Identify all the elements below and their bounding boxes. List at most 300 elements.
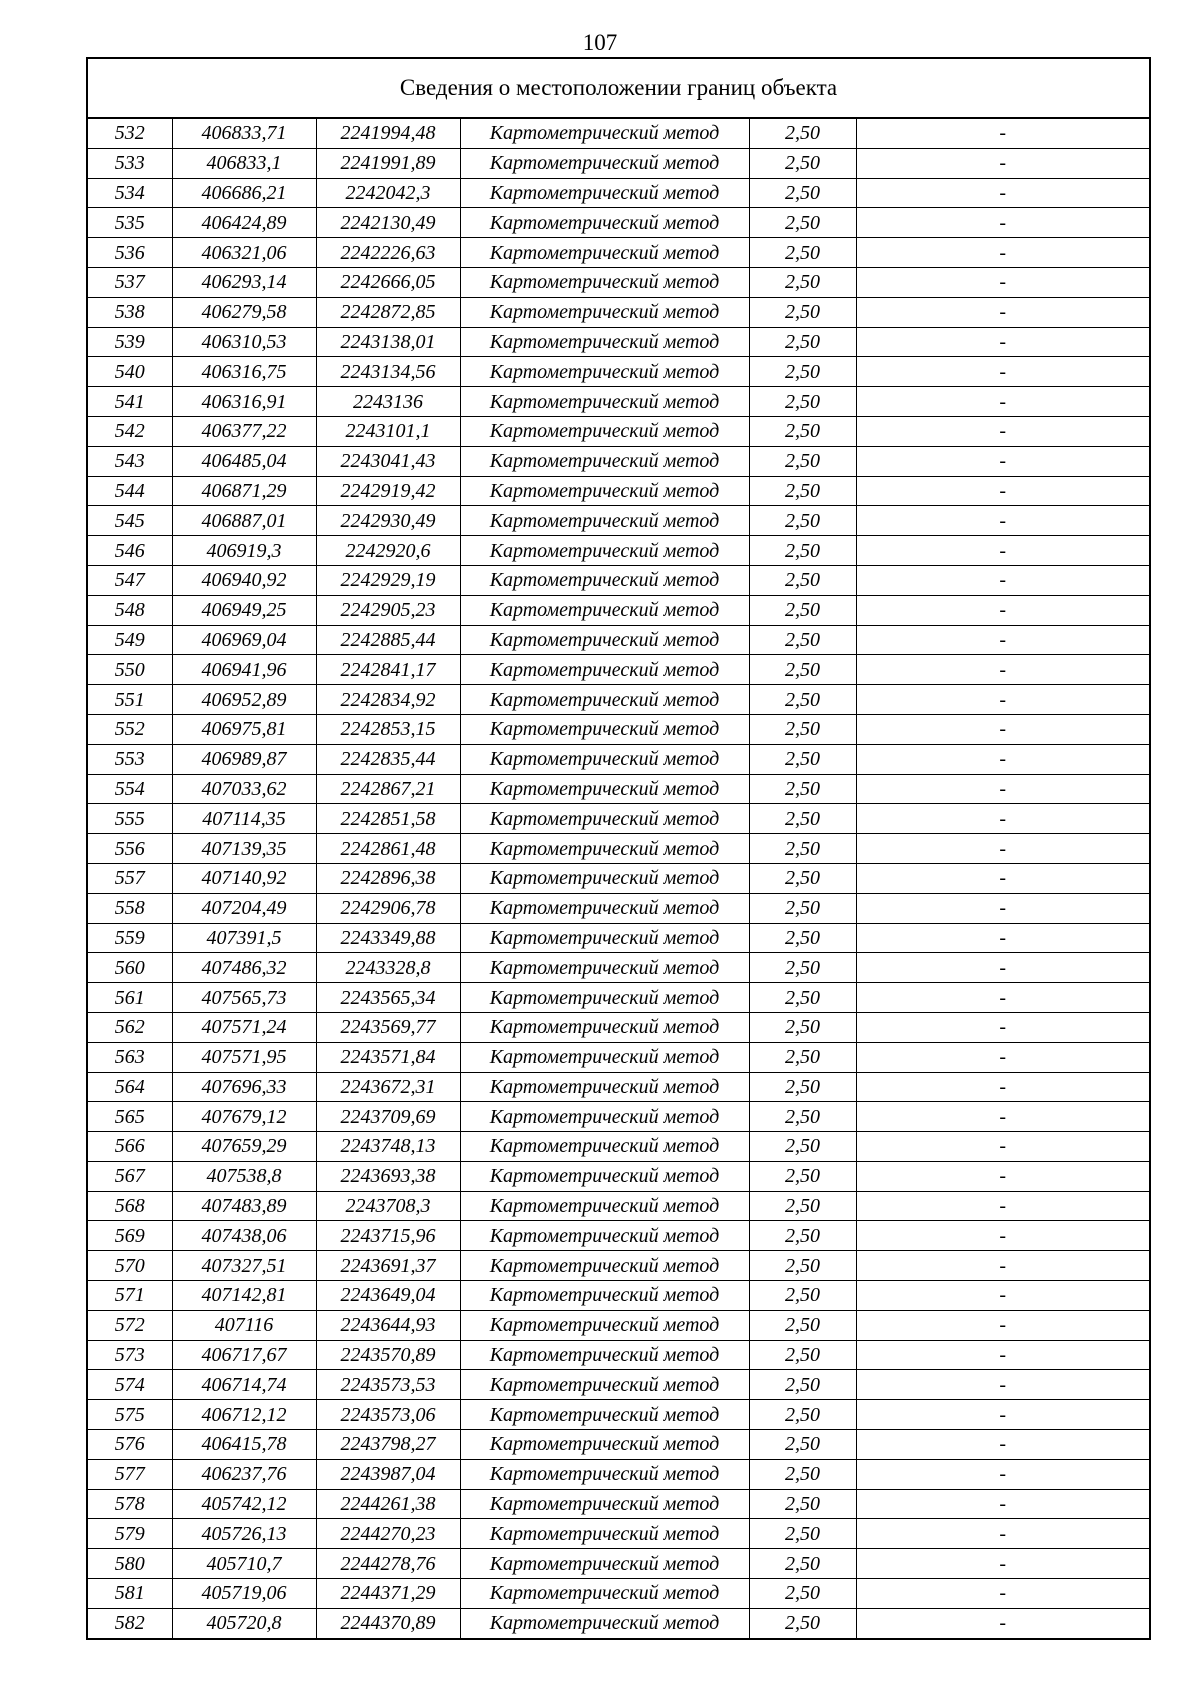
x-coordinate-cell: 407571,24 [172, 1012, 316, 1042]
error-cell: 2,50 [749, 625, 856, 655]
y-coordinate-cell: 2243565,34 [316, 983, 460, 1013]
method-cell: Картометрический метод [460, 1370, 749, 1400]
method-cell: Картометрический метод [460, 595, 749, 625]
method-cell: Картометрический метод [460, 1579, 749, 1609]
method-cell: Картометрический метод [460, 565, 749, 595]
x-coordinate-cell: 406833,71 [172, 118, 316, 148]
x-coordinate-cell: 406310,53 [172, 327, 316, 357]
y-coordinate-cell: 2243328,8 [316, 953, 460, 983]
point-number-cell: 532 [87, 118, 172, 148]
point-number-cell: 548 [87, 595, 172, 625]
method-cell: Картометрический метод [460, 357, 749, 387]
error-cell: 2,50 [749, 536, 856, 566]
y-coordinate-cell: 2242919,42 [316, 476, 460, 506]
description-cell: - [856, 1340, 1150, 1370]
point-number-cell: 559 [87, 923, 172, 953]
y-coordinate-cell: 2243041,43 [316, 446, 460, 476]
error-cell: 2,50 [749, 416, 856, 446]
method-cell: Картометрический метод [460, 774, 749, 804]
method-cell: Картометрический метод [460, 118, 749, 148]
error-cell: 2,50 [749, 1042, 856, 1072]
point-number-cell: 538 [87, 297, 172, 327]
table-row [87, 625, 1150, 655]
description-cell: - [856, 1430, 1150, 1460]
table-row [87, 1430, 1150, 1460]
point-number-cell: 547 [87, 565, 172, 595]
y-coordinate-cell: 2242841,17 [316, 655, 460, 685]
description-cell: - [856, 1102, 1150, 1132]
description-cell: - [856, 357, 1150, 387]
description-cell: - [856, 327, 1150, 357]
description-cell: - [856, 1221, 1150, 1251]
x-coordinate-cell: 406316,75 [172, 357, 316, 387]
table-row [87, 1281, 1150, 1311]
x-coordinate-cell: 406833,1 [172, 148, 316, 178]
x-coordinate-cell: 406989,87 [172, 744, 316, 774]
y-coordinate-cell: 2243134,56 [316, 357, 460, 387]
method-cell: Картометрический метод [460, 1281, 749, 1311]
table-row [87, 297, 1150, 327]
description-cell: - [856, 1161, 1150, 1191]
y-coordinate-cell: 2242851,58 [316, 804, 460, 834]
table-row [87, 506, 1150, 536]
table-title: Сведения о местоположении границ объекта [87, 58, 1150, 118]
x-coordinate-cell: 406686,21 [172, 178, 316, 208]
point-number-cell: 551 [87, 685, 172, 715]
x-coordinate-cell: 405710,7 [172, 1549, 316, 1579]
y-coordinate-cell: 2243573,53 [316, 1370, 460, 1400]
point-number-cell: 567 [87, 1161, 172, 1191]
description-cell: - [856, 983, 1150, 1013]
y-coordinate-cell: 2243987,04 [316, 1459, 460, 1489]
y-coordinate-cell: 2243748,13 [316, 1132, 460, 1162]
description-cell: - [856, 1251, 1150, 1281]
x-coordinate-cell: 406485,04 [172, 446, 316, 476]
method-cell: Картометрический метод [460, 327, 749, 357]
method-cell: Картометрический метод [460, 238, 749, 268]
description-cell: - [856, 148, 1150, 178]
point-number-cell: 581 [87, 1579, 172, 1609]
point-number-cell: 578 [87, 1489, 172, 1519]
x-coordinate-cell: 406415,78 [172, 1430, 316, 1460]
description-cell: - [856, 744, 1150, 774]
method-cell: Картометрический метод [460, 863, 749, 893]
method-cell: Картометрический метод [460, 1459, 749, 1489]
description-cell: - [856, 267, 1150, 297]
point-number-cell: 575 [87, 1400, 172, 1430]
table-row [87, 983, 1150, 1013]
table-row [87, 1549, 1150, 1579]
description-cell: - [856, 863, 1150, 893]
error-cell: 2,50 [749, 327, 856, 357]
error-cell: 2,50 [749, 953, 856, 983]
x-coordinate-cell: 406919,3 [172, 536, 316, 566]
table-title-row [87, 58, 1150, 118]
method-cell: Картометрический метод [460, 446, 749, 476]
description-cell: - [856, 1459, 1150, 1489]
error-cell: 2,50 [749, 387, 856, 417]
x-coordinate-cell: 406293,14 [172, 267, 316, 297]
y-coordinate-cell: 2242130,49 [316, 208, 460, 238]
method-cell: Картометрический метод [460, 1251, 749, 1281]
table-row [87, 1400, 1150, 1430]
description-cell: - [856, 536, 1150, 566]
point-number-cell: 534 [87, 178, 172, 208]
table-row [87, 893, 1150, 923]
table-row [87, 387, 1150, 417]
description-cell: - [856, 1400, 1150, 1430]
y-coordinate-cell: 2242905,23 [316, 595, 460, 625]
table-row [87, 416, 1150, 446]
point-number-cell: 552 [87, 714, 172, 744]
point-number-cell: 571 [87, 1281, 172, 1311]
error-cell: 2,50 [749, 297, 856, 327]
x-coordinate-cell: 406887,01 [172, 506, 316, 536]
method-cell: Картометрический метод [460, 1012, 749, 1042]
y-coordinate-cell: 2242666,05 [316, 267, 460, 297]
point-number-cell: 568 [87, 1191, 172, 1221]
point-number-cell: 536 [87, 238, 172, 268]
error-cell: 2,50 [749, 238, 856, 268]
description-cell: - [856, 1281, 1150, 1311]
y-coordinate-cell: 2242834,92 [316, 685, 460, 715]
table-row [87, 178, 1150, 208]
point-number-cell: 576 [87, 1430, 172, 1460]
description-cell: - [856, 208, 1150, 238]
description-cell: - [856, 1370, 1150, 1400]
table-row [87, 565, 1150, 595]
error-cell: 2,50 [749, 1519, 856, 1549]
x-coordinate-cell: 407486,32 [172, 953, 316, 983]
point-number-cell: 574 [87, 1370, 172, 1400]
table-row [87, 1489, 1150, 1519]
error-cell: 2,50 [749, 357, 856, 387]
description-cell: - [856, 1519, 1150, 1549]
error-cell: 2,50 [749, 1191, 856, 1221]
table-row [87, 1579, 1150, 1609]
y-coordinate-cell: 2244270,23 [316, 1519, 460, 1549]
y-coordinate-cell: 2243708,3 [316, 1191, 460, 1221]
y-coordinate-cell: 2242872,85 [316, 297, 460, 327]
table-row [87, 685, 1150, 715]
x-coordinate-cell: 406975,81 [172, 714, 316, 744]
point-number-cell: 539 [87, 327, 172, 357]
table-row [87, 834, 1150, 864]
x-coordinate-cell: 407142,81 [172, 1281, 316, 1311]
method-cell: Картометрический метод [460, 506, 749, 536]
point-number-cell: 563 [87, 1042, 172, 1072]
x-coordinate-cell: 406871,29 [172, 476, 316, 506]
point-number-cell: 569 [87, 1221, 172, 1251]
method-cell: Картометрический метод [460, 1072, 749, 1102]
error-cell: 2,50 [749, 1400, 856, 1430]
table-row [87, 357, 1150, 387]
x-coordinate-cell: 405742,12 [172, 1489, 316, 1519]
y-coordinate-cell: 2243672,31 [316, 1072, 460, 1102]
point-number-cell: 558 [87, 893, 172, 923]
method-cell: Картометрический метод [460, 834, 749, 864]
y-coordinate-cell: 2242896,38 [316, 863, 460, 893]
error-cell: 2,50 [749, 983, 856, 1013]
point-number-cell: 579 [87, 1519, 172, 1549]
y-coordinate-cell: 2243138,01 [316, 327, 460, 357]
error-cell: 2,50 [749, 595, 856, 625]
y-coordinate-cell: 2243693,38 [316, 1161, 460, 1191]
y-coordinate-cell: 2244261,38 [316, 1489, 460, 1519]
error-cell: 2,50 [749, 1251, 856, 1281]
table-row [87, 953, 1150, 983]
point-number-cell: 580 [87, 1549, 172, 1579]
x-coordinate-cell: 406941,96 [172, 655, 316, 685]
y-coordinate-cell: 2242835,44 [316, 744, 460, 774]
x-coordinate-cell: 407327,51 [172, 1251, 316, 1281]
error-cell: 2,50 [749, 118, 856, 148]
error-cell: 2,50 [749, 863, 856, 893]
point-number-cell: 555 [87, 804, 172, 834]
y-coordinate-cell: 2243570,89 [316, 1340, 460, 1370]
y-coordinate-cell: 2242867,21 [316, 774, 460, 804]
description-cell: - [856, 1042, 1150, 1072]
table-row [87, 595, 1150, 625]
y-coordinate-cell: 2243709,69 [316, 1102, 460, 1132]
table-row [87, 1132, 1150, 1162]
method-cell: Картометрический метод [460, 1519, 749, 1549]
x-coordinate-cell: 406717,67 [172, 1340, 316, 1370]
point-number-cell: 537 [87, 267, 172, 297]
method-cell: Картометрический метод [460, 1400, 749, 1430]
x-coordinate-cell: 407565,73 [172, 983, 316, 1013]
description-cell: - [856, 595, 1150, 625]
boundary-table [86, 57, 1151, 1640]
point-number-cell: 570 [87, 1251, 172, 1281]
description-cell: - [856, 714, 1150, 744]
point-number-cell: 546 [87, 536, 172, 566]
error-cell: 2,50 [749, 714, 856, 744]
point-number-cell: 550 [87, 655, 172, 685]
error-cell: 2,50 [749, 893, 856, 923]
error-cell: 2,50 [749, 446, 856, 476]
error-cell: 2,50 [749, 1608, 856, 1638]
y-coordinate-cell: 2242929,19 [316, 565, 460, 595]
table-row [87, 1102, 1150, 1132]
point-number-cell: 540 [87, 357, 172, 387]
y-coordinate-cell: 2243571,84 [316, 1042, 460, 1072]
method-cell: Картометрический метод [460, 178, 749, 208]
table-row [87, 923, 1150, 953]
point-number-cell: 554 [87, 774, 172, 804]
error-cell: 2,50 [749, 178, 856, 208]
point-number-cell: 557 [87, 863, 172, 893]
method-cell: Картометрический метод [460, 923, 749, 953]
x-coordinate-cell: 407114,35 [172, 804, 316, 834]
point-number-cell: 533 [87, 148, 172, 178]
table-row [87, 1072, 1150, 1102]
point-number-cell: 542 [87, 416, 172, 446]
x-coordinate-cell: 406969,04 [172, 625, 316, 655]
method-cell: Картометрический метод [460, 714, 749, 744]
description-cell: - [856, 1579, 1150, 1609]
method-cell: Картометрический метод [460, 1430, 749, 1460]
error-cell: 2,50 [749, 506, 856, 536]
x-coordinate-cell: 407571,95 [172, 1042, 316, 1072]
table-row [87, 774, 1150, 804]
error-cell: 2,50 [749, 744, 856, 774]
x-coordinate-cell: 407538,8 [172, 1161, 316, 1191]
x-coordinate-cell: 406237,76 [172, 1459, 316, 1489]
point-number-cell: 549 [87, 625, 172, 655]
method-cell: Картометрический метод [460, 1221, 749, 1251]
method-cell: Картометрический метод [460, 387, 749, 417]
table-row [87, 1340, 1150, 1370]
error-cell: 2,50 [749, 1072, 856, 1102]
y-coordinate-cell: 2244371,29 [316, 1579, 460, 1609]
y-coordinate-cell: 2243691,37 [316, 1251, 460, 1281]
description-cell: - [856, 1012, 1150, 1042]
y-coordinate-cell: 2243349,88 [316, 923, 460, 953]
point-number-cell: 577 [87, 1459, 172, 1489]
point-number-cell: 573 [87, 1340, 172, 1370]
y-coordinate-cell: 2243136 [316, 387, 460, 417]
table-row [87, 536, 1150, 566]
description-cell: - [856, 178, 1150, 208]
y-coordinate-cell: 2242885,44 [316, 625, 460, 655]
point-number-cell: 565 [87, 1102, 172, 1132]
y-coordinate-cell: 2242853,15 [316, 714, 460, 744]
table-row [87, 1608, 1150, 1638]
error-cell: 2,50 [749, 1549, 856, 1579]
table-row [87, 714, 1150, 744]
point-number-cell: 545 [87, 506, 172, 536]
x-coordinate-cell: 407204,49 [172, 893, 316, 923]
table-row [87, 1370, 1150, 1400]
table-row [87, 804, 1150, 834]
table-row [87, 238, 1150, 268]
x-coordinate-cell: 406424,89 [172, 208, 316, 238]
error-cell: 2,50 [749, 1340, 856, 1370]
error-cell: 2,50 [749, 1459, 856, 1489]
description-cell: - [856, 387, 1150, 417]
table-row [87, 655, 1150, 685]
method-cell: Картометрический метод [460, 416, 749, 446]
method-cell: Картометрический метод [460, 1310, 749, 1340]
error-cell: 2,50 [749, 923, 856, 953]
error-cell: 2,50 [749, 1489, 856, 1519]
error-cell: 2,50 [749, 774, 856, 804]
method-cell: Картометрический метод [460, 983, 749, 1013]
y-coordinate-cell: 2242906,78 [316, 893, 460, 923]
table-row [87, 148, 1150, 178]
description-cell: - [856, 416, 1150, 446]
error-cell: 2,50 [749, 1281, 856, 1311]
description-cell: - [856, 476, 1150, 506]
description-cell: - [856, 834, 1150, 864]
y-coordinate-cell: 2243798,27 [316, 1430, 460, 1460]
error-cell: 2,50 [749, 1370, 856, 1400]
method-cell: Картометрический метод [460, 476, 749, 506]
description-cell: - [856, 923, 1150, 953]
error-cell: 2,50 [749, 655, 856, 685]
x-coordinate-cell: 406279,58 [172, 297, 316, 327]
error-cell: 2,50 [749, 565, 856, 595]
point-number-cell: 553 [87, 744, 172, 774]
y-coordinate-cell: 2242861,48 [316, 834, 460, 864]
description-cell: - [856, 565, 1150, 595]
x-coordinate-cell: 407696,33 [172, 1072, 316, 1102]
x-coordinate-cell: 405726,13 [172, 1519, 316, 1549]
method-cell: Картометрический метод [460, 804, 749, 834]
method-cell: Картометрический метод [460, 148, 749, 178]
description-cell: - [856, 446, 1150, 476]
table-row [87, 208, 1150, 238]
method-cell: Картометрический метод [460, 1489, 749, 1519]
point-number-cell: 544 [87, 476, 172, 506]
point-number-cell: 560 [87, 953, 172, 983]
description-cell: - [856, 685, 1150, 715]
error-cell: 2,50 [749, 1430, 856, 1460]
method-cell: Картометрический метод [460, 1608, 749, 1638]
method-cell: Картометрический метод [460, 655, 749, 685]
description-cell: - [856, 774, 1150, 804]
error-cell: 2,50 [749, 1102, 856, 1132]
error-cell: 2,50 [749, 208, 856, 238]
y-coordinate-cell: 2243569,77 [316, 1012, 460, 1042]
table-body [87, 118, 1150, 1639]
y-coordinate-cell: 2243101,1 [316, 416, 460, 446]
error-cell: 2,50 [749, 1310, 856, 1340]
point-number-cell: 582 [87, 1608, 172, 1638]
x-coordinate-cell: 407139,35 [172, 834, 316, 864]
point-number-cell: 562 [87, 1012, 172, 1042]
description-cell: - [856, 297, 1150, 327]
table-row [87, 1012, 1150, 1042]
x-coordinate-cell: 406321,06 [172, 238, 316, 268]
x-coordinate-cell: 406952,89 [172, 685, 316, 715]
y-coordinate-cell: 2243644,93 [316, 1310, 460, 1340]
table-row [87, 1042, 1150, 1072]
error-cell: 2,50 [749, 267, 856, 297]
error-cell: 2,50 [749, 1161, 856, 1191]
y-coordinate-cell: 2242930,49 [316, 506, 460, 536]
table-row [87, 1251, 1150, 1281]
method-cell: Картометрический метод [460, 1132, 749, 1162]
x-coordinate-cell: 406949,25 [172, 595, 316, 625]
table-row [87, 1191, 1150, 1221]
description-cell: - [856, 1489, 1150, 1519]
x-coordinate-cell: 406940,92 [172, 565, 316, 595]
method-cell: Картометрический метод [460, 1102, 749, 1132]
method-cell: Картометрический метод [460, 297, 749, 327]
x-coordinate-cell: 407116 [172, 1310, 316, 1340]
description-cell: - [856, 953, 1150, 983]
description-cell: - [856, 506, 1150, 536]
x-coordinate-cell: 406316,91 [172, 387, 316, 417]
y-coordinate-cell: 2243573,06 [316, 1400, 460, 1430]
y-coordinate-cell: 2241991,89 [316, 148, 460, 178]
error-cell: 2,50 [749, 685, 856, 715]
y-coordinate-cell: 2241994,48 [316, 118, 460, 148]
description-cell: - [856, 1549, 1150, 1579]
method-cell: Картометрический метод [460, 1161, 749, 1191]
y-coordinate-cell: 2242226,63 [316, 238, 460, 268]
error-cell: 2,50 [749, 148, 856, 178]
description-cell: - [856, 625, 1150, 655]
method-cell: Картометрический метод [460, 625, 749, 655]
point-number-cell: 561 [87, 983, 172, 1013]
description-cell: - [856, 1132, 1150, 1162]
method-cell: Картометрический метод [460, 1340, 749, 1370]
x-coordinate-cell: 406714,74 [172, 1370, 316, 1400]
description-cell: - [856, 238, 1150, 268]
